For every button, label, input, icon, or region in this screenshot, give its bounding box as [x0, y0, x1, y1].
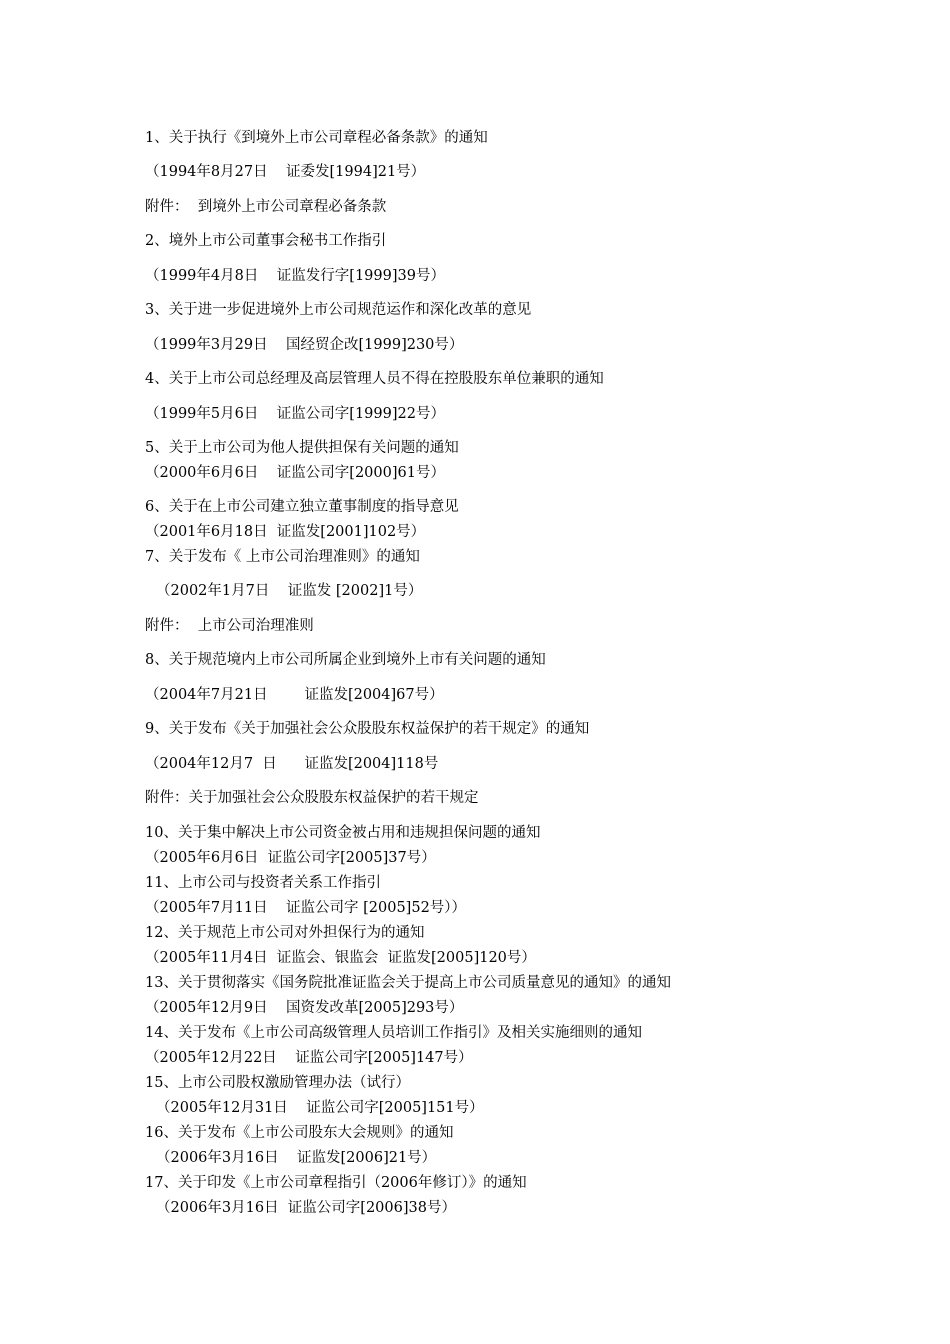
- item-2-date: （1999年4月8日 证监发行字[1999]39号）: [145, 268, 445, 284]
- item-16-date: （2006年3月16日 证监发[2006]21号）: [156, 1150, 437, 1166]
- item-11-title: 11、上市公司与投资者关系工作指引: [145, 875, 381, 891]
- item-6-date: （2001年6月18日 证监发[2001]102号）: [145, 524, 426, 540]
- item-14-title: 14、关于发布《上市公司高级管理人员培训工作指引》及相关实施细则的通知: [145, 1025, 642, 1041]
- item-4-date: （1999年5月6日 证监公司字[1999]22号）: [145, 406, 445, 422]
- item-13-date: （2005年12月9日 国资发改革[2005]293号）: [145, 1000, 464, 1016]
- item-5-title: 5、关于上市公司为他人提供担保有关问题的通知: [145, 440, 459, 456]
- item-11-date: （2005年7月11日 证监公司字 [2005]52号））: [145, 900, 467, 916]
- item-6-title: 6、关于在上市公司建立独立董事制度的指导意见: [145, 499, 459, 515]
- item-3-title: 3、关于进一步促进境外上市公司规范运作和深化改革的意见: [145, 302, 532, 318]
- item-7-title: 7、关于发布《 上市公司治理准则》的通知: [145, 549, 420, 565]
- item-15-title: 15、上市公司股权激励管理办法（试行）: [145, 1075, 410, 1091]
- item-17-date: （2006年3月16日 证监公司字[2006]38号）: [156, 1200, 456, 1216]
- item-5-date: （2000年6月6日 证监公司字[2000]61号）: [145, 465, 445, 481]
- item-9-title: 9、关于发布《关于加强社会公众股股东权益保护的若干规定》的通知: [145, 721, 590, 737]
- item-16-title: 16、关于发布《上市公司股东大会规则》的通知: [145, 1125, 454, 1141]
- item-9-date: （2004年12月7 日 证监发[2004]118号: [145, 756, 439, 772]
- item-17-title: 17、关于印发《上市公司章程指引（2006年修订）》的通知: [145, 1175, 527, 1191]
- item-8-date: （2004年7月21日 证监发[2004]67号）: [145, 687, 444, 703]
- item-1-date: （1994年8月27日 证委发[1994]21号）: [145, 164, 426, 180]
- item-1-title: 1、关于执行《到境外上市公司章程必备条款》的通知: [145, 130, 488, 146]
- item-10-date: （2005年6月6日 证监公司字[2005]37号）: [145, 850, 436, 866]
- item-14-date: （2005年12月22日 证监公司字[2005]147号）: [145, 1050, 473, 1066]
- item-12-date: （2005年11月4日 证监会、银监会 证监发[2005]120号）: [145, 950, 536, 966]
- item-12-title: 12、关于规范上市公司对外担保行为的通知: [145, 925, 425, 941]
- item-9-attachment: 附件：关于加强社会公众股股东权益保护的若干规定: [145, 790, 479, 806]
- item-10-title: 10、关于集中解决上市公司资金被占用和违规担保问题的通知: [145, 825, 541, 841]
- item-15-date: （2005年12月31日 证监公司字[2005]151号）: [156, 1100, 484, 1116]
- item-2-title: 2、境外上市公司董事会秘书工作指引: [145, 233, 387, 249]
- item-13-title: 13、关于贯彻落实《国务院批准证监会关于提高上市公司质量意见的通知》的通知: [145, 975, 671, 991]
- item-3-date: （1999年3月29日 国经贸企改[1999]230号）: [145, 337, 464, 353]
- item-7-attachment: 附件： 上市公司治理准则: [145, 618, 314, 634]
- item-7-date: （2002年1月7日 证监发 [2002]1号）: [156, 583, 423, 599]
- item-1-attachment: 附件： 到境外上市公司章程必备条款: [145, 199, 387, 215]
- item-4-title: 4、关于上市公司总经理及高层管理人员不得在控股股东单位兼职的通知: [145, 371, 604, 387]
- item-8-title: 8、关于规范境内上市公司所属企业到境外上市有关问题的通知: [145, 652, 546, 668]
